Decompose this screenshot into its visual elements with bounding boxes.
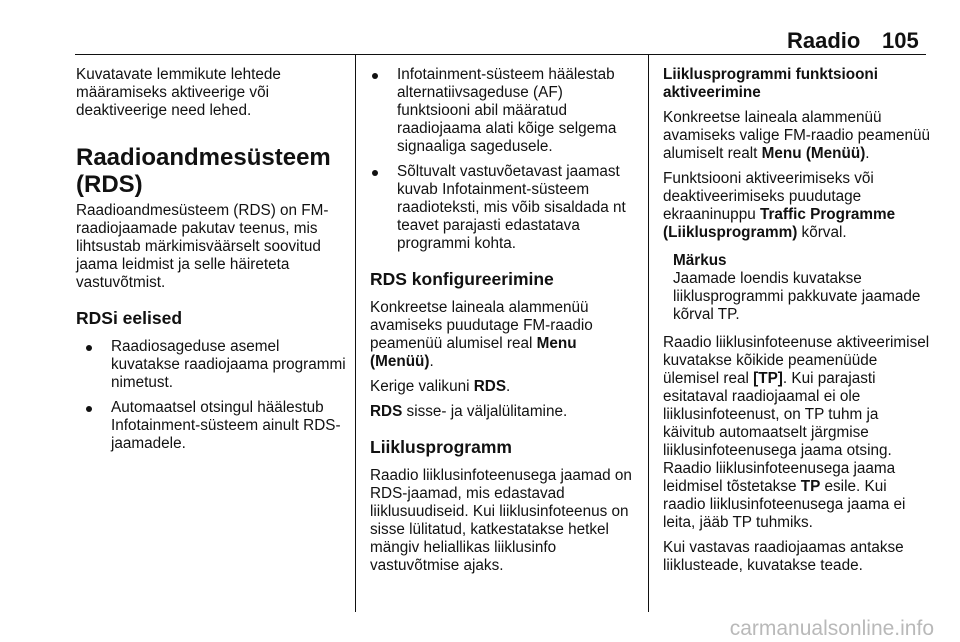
traffic-heading: Liiklusprogramm: [370, 437, 512, 457]
bullet-text: Automaatsel otsingul häälestub Infotainment-süsteem ainult RDS-jaamadele.: [111, 399, 341, 452]
function-heading: Liiklusprogrammi funktsiooni aktiveerimine: [663, 66, 879, 101]
config-paragraph: [370, 299, 640, 371]
traffic-paragraph: Raadio liiklusinfoteenusega jaamad on RDS-jaamad, mis edastavad liiklusuudiseid. Kui liiklusinfoteenus on sisse lülitatud, katkestatakse hetkel mängiv heliallikas liiklusinfo vastuvõtmise ajaks.: [370, 467, 632, 574]
bullet-text: Sõltuvalt vastuvõetavast jaamast kuvab Infotainment-süsteem raadioteksti, mis võib sisaldada nt teavet parajasti edastatava programmi kohta.: [397, 163, 626, 252]
tp-text-1: Raadio liiklusinfoteenuse aktiveerimisel kuvatakse kõikide peamenüüde ülemisel real: [663, 334, 930, 387]
select-end: .: [506, 378, 511, 395]
bullet-item: [84, 338, 348, 392]
note-title: Märkus: [673, 252, 727, 269]
intro-paragraph: Kuvatavate lemmikute lehtede määramiseks aktiveerige või deaktiveerige need lehed.: [76, 66, 281, 119]
bullet-item: [370, 66, 640, 156]
tp-bracket-label: [TP]: [753, 370, 783, 387]
announce-paragraph: Kui vastavas raadiojaamas antakse liiklusteade, kuvatakse teade.: [663, 539, 904, 574]
select-paragraph: [370, 378, 640, 396]
rds-paragraph: Raadioandmesüsteem (RDS) on FM-raadiojaamade pakutav teenus, mis lihtsustab märkimisväärselt soovitud jaama leidmist ja selle häireteta vastuvõtmist.: [76, 202, 329, 291]
tp-text-3: esile. Kui raadio liiklusinfoteenusega jaama ei leita, jääb TP tuhmiks.: [663, 478, 906, 531]
toggle-end: kõrval.: [797, 224, 847, 241]
tp-paragraph: [663, 334, 931, 532]
column-1: [76, 66, 348, 460]
bullet-item: [370, 163, 640, 253]
config-heading: RDS konfigureerimine: [370, 269, 554, 289]
advantages-heading: RDSi eelised: [76, 308, 183, 328]
note-text: Jaamade loendis kuvatakse liiklusprogrammi pakkuvate jaamade kõrval TP.: [673, 270, 921, 323]
config-text: Konkreetse laineala alammenüü avamiseks puudutage FM-raadio peamenüü alumisel real: [370, 299, 593, 352]
page-number: 105: [882, 28, 919, 53]
function-end: .: [865, 145, 870, 162]
column-divider-1: [355, 55, 356, 612]
menu-label: Menu (Menüü): [370, 335, 577, 370]
function-paragraph: [663, 109, 931, 163]
column-divider-2: [648, 55, 649, 612]
tp-label: TP: [800, 478, 821, 495]
bullet-icon: [372, 170, 378, 176]
toggle-text: sisse- ja väljalülitamine.: [402, 403, 568, 420]
column-2: [370, 66, 640, 582]
watermark: carmanualsonline.info: [729, 617, 934, 640]
bullet-icon: [372, 73, 378, 79]
toggle-text: Funktsiooni aktiveerimiseks või deaktiveerimiseks puudutage ekraaninuppu: [663, 170, 874, 223]
bullet-icon: [86, 345, 92, 351]
header-rule: [75, 54, 926, 55]
menu-label: Menu (Menüü): [761, 145, 866, 162]
traffic-programme-label: Traffic Programme (Liiklusprogramm): [663, 206, 896, 241]
rds-heading: Raadioandmesüsteem (RDS): [76, 144, 331, 198]
toggle-paragraph: [663, 170, 931, 242]
bullet-text: Raadiosageduse asemel kuvatakse raadiojaama programmi nimetust.: [111, 338, 346, 391]
tp-text-2: . Kui parajasti esitataval raadiojaamal ei ole liiklusinfoteenust, on TP tuhm ja käivitub automaatselt järgmise liiklusinfoteenusega jaama otsing. Raadio liiklusinfoteenusega jaama leidmisel tõstetakse: [663, 370, 896, 495]
running-title: Raadio: [787, 28, 861, 53]
bullet-icon: [86, 406, 92, 412]
rds-label: RDS: [473, 378, 507, 395]
page-footer: [0, 614, 960, 642]
config-end: .: [429, 353, 434, 370]
bullet-item: [84, 399, 348, 453]
bullet-text: Infotainment-süsteem häälestab alternatiivsageduse (AF) funktsiooni abil määratud raadiojaama alati kõige selgema signaaliga sagedusele.: [397, 66, 617, 155]
rds-label: RDS: [370, 403, 403, 420]
page-header: [0, 0, 960, 60]
select-text: Kerige valikuni: [370, 378, 470, 395]
column-3: [663, 66, 931, 582]
function-text: Konkreetse laineala alammenüü avamiseks valige FM-raadio peamenüü alumiselt realt: [663, 109, 930, 162]
note-box: [673, 252, 931, 324]
toggle-paragraph: [370, 403, 640, 421]
